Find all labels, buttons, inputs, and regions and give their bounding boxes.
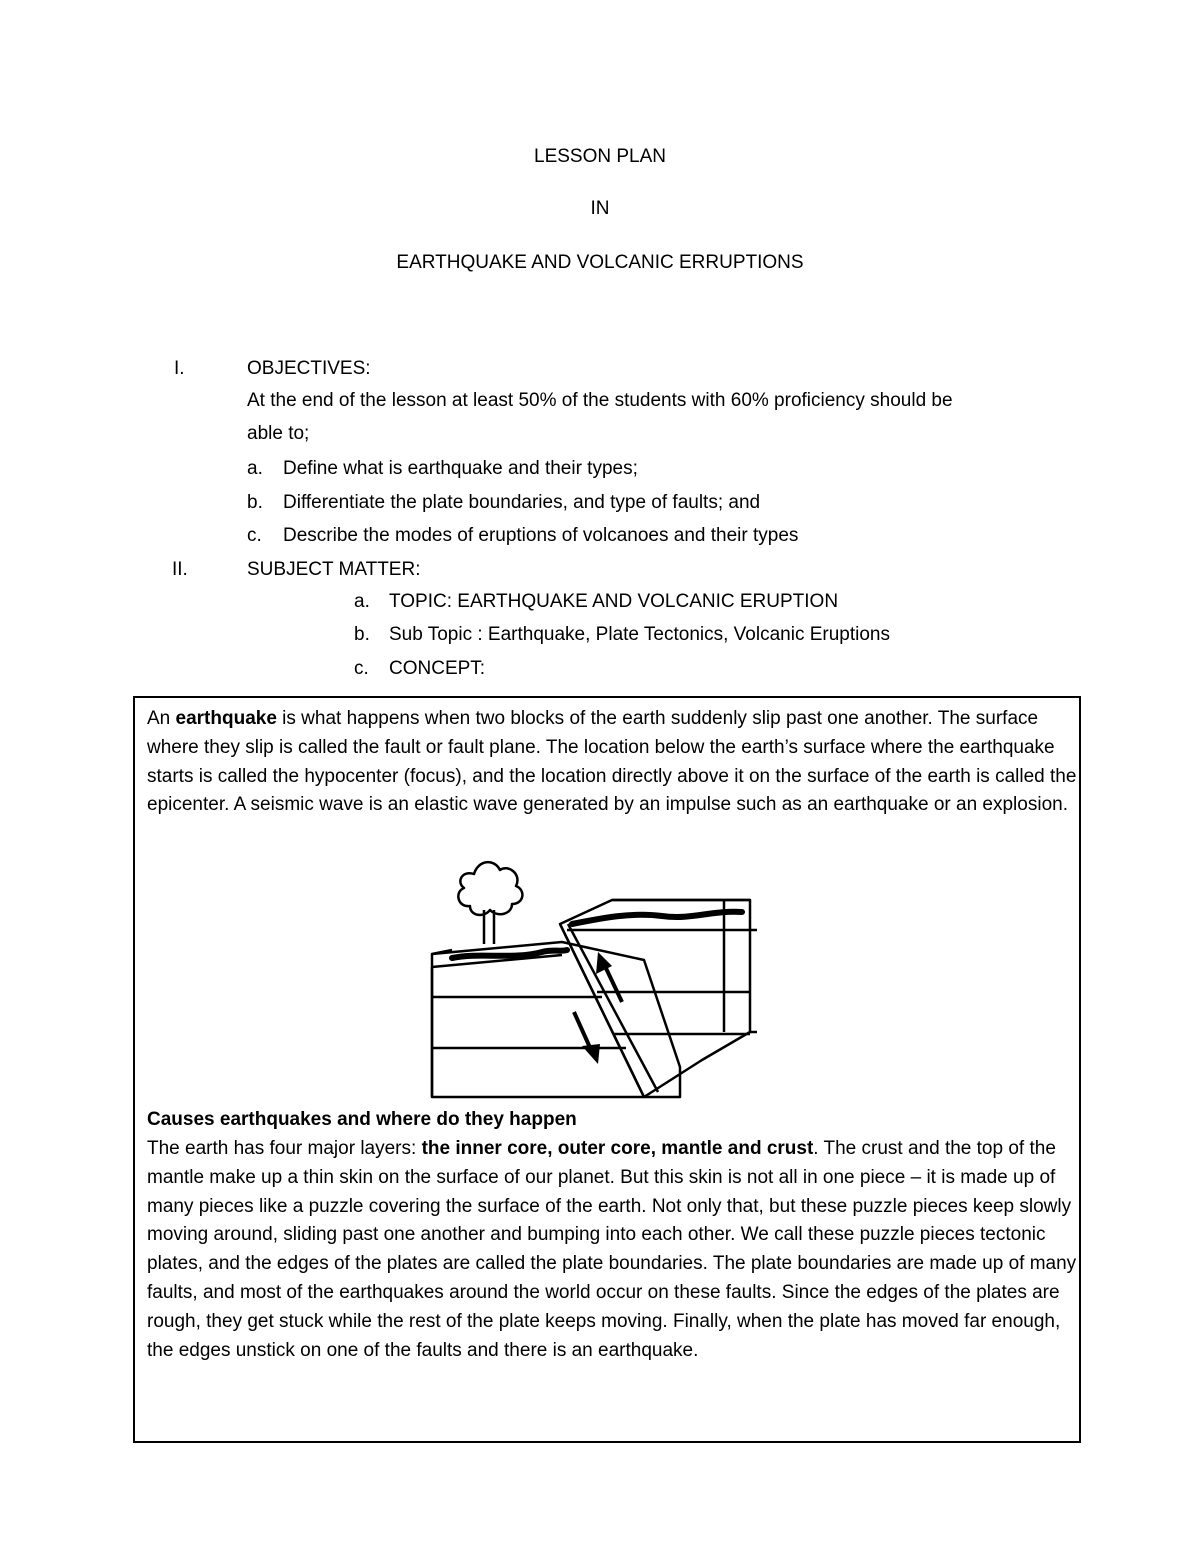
title-line-3: EARTHQUAKE AND VOLCANIC ERRUPTIONS [396, 252, 804, 273]
objectives-intro-line-1: At the end of the lesson at least 50% of the students with 60% proficiency should be [247, 390, 953, 411]
objective-item-c: Describe the modes of eruptions of volcanoes and their types [283, 525, 799, 546]
subject-item-subtopic: Sub Topic : Earthquake, Plate Tectonics, Volcanic Eruptions [389, 624, 890, 645]
subject-item-concept: CONCEPT: [389, 658, 486, 679]
concept-p2-prefix: The earth has four major layers: [147, 1138, 422, 1159]
objectives-heading: OBJECTIVES: [247, 358, 371, 379]
concept-p1-rest: is what happens when two blocks of the earth suddenly slip past one another. The surface where they slip is called the fault or fault plane. The location below the earth’s surface where the earthquake starts is called the hypocenter (focus), and the location directly above it on the surface of the earth is called the epicenter. A seismic wave is an elastic wave generated by an impulse such as an earthquake or an explosion. [147, 708, 1077, 816]
fault-block-diagram [412, 852, 762, 1102]
tree-canopy-icon [458, 862, 522, 915]
objective-marker-b: b. [247, 492, 263, 513]
subject-marker-c: c. [354, 658, 369, 679]
concept-paragraph-layers [147, 1135, 1077, 1365]
concept-p1-prefix: An [147, 708, 176, 729]
subject-marker-b: b. [354, 624, 370, 645]
subject-item-topic: TOPIC: EARTHQUAKE AND VOLCANIC ERUPTION [389, 591, 839, 612]
title-line-1: LESSON PLAN [534, 146, 666, 167]
objectives-numeral: I. [174, 358, 185, 379]
objective-item-a: Define what is earthquake and their types; [283, 458, 638, 479]
down-arrow-icon [574, 1012, 600, 1064]
concept-p2-rest: . The crust and the top of the mantle make up a thin skin on the surface of our planet. But this skin is not all in one piece – it is made up of many pieces like a puzzle covering the surface of the earth. Not only that, but these puzzle pieces keep slowly moving around, sliding past one another and bumping into each other. We call these puzzle pieces tectonic plates, and the edges of the plates are called the plate boundaries. The plate boundaries are made up of many faults, and most of the earthquakes around the world occur on these faults. Since the edges of the plates are rough, they get stuck while the rest of the plate keeps moving. Finally, when the plate has moved far enough, the edges unstick on one of the faults and there is an earthquake. [147, 1138, 1077, 1361]
subject-matter-heading: SUBJECT MATTER: [247, 559, 421, 580]
subject-marker-a: a. [354, 591, 370, 612]
up-arrow-icon [596, 952, 622, 1002]
surface-layer-right [572, 912, 742, 924]
left-block-outline [432, 942, 680, 1097]
objectives-intro-line-2: able to; [247, 423, 310, 444]
objective-item-b: Differentiate the plate boundaries, and type of faults; and [283, 492, 761, 513]
causes-heading: Causes earthquakes and where do they happen [147, 1109, 577, 1130]
concept-p2-bold-layers: the inner core, outer core, mantle and crust [421, 1138, 814, 1159]
title-line-2: IN [590, 198, 610, 219]
objective-marker-c: c. [247, 525, 262, 546]
subject-matter-numeral: II. [172, 559, 188, 580]
concept-p1-bold-term: earthquake [175, 708, 277, 729]
concept-paragraph-earthquake [147, 705, 1077, 820]
objective-marker-a: a. [247, 458, 263, 479]
